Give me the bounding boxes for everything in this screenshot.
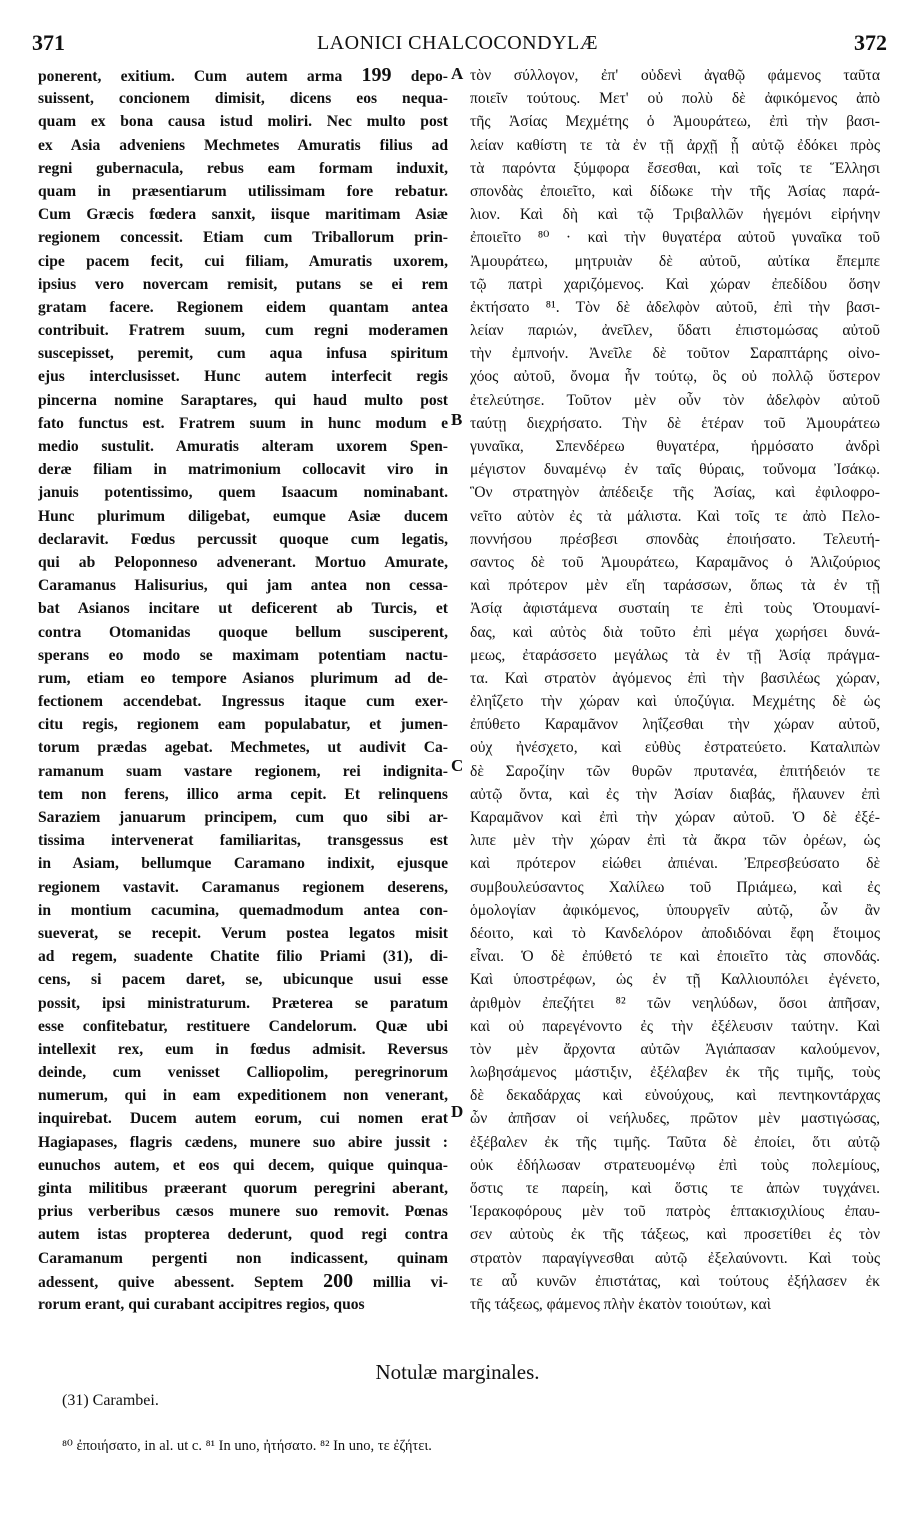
latin-text-line: bat Asianos incitare ut deficerent ab Turcis, et (38, 600, 448, 618)
latin-text-line: sueverat, se recepit. Verum postea legatos misit (38, 924, 448, 942)
latin-text-line: tissima intervenerat familiaritas, transgessus est (38, 832, 448, 850)
latin-text-line: inquirebat. Ducem autem eorum, cui nomen erat (38, 1110, 448, 1128)
latin-text-line: declaravit. Fœdus percussit quoque cum legatis, (38, 530, 448, 548)
latin-text-line: deræ filiam in matrimonium collocavit viro in (38, 461, 448, 479)
latin-text-line: suissent, concionem dimisit, dicens eos nequa- (38, 90, 448, 108)
greek-text-line: τὰ παρόντα ξύμφορα ἔσεσθαι, καὶ τοῖς τε Ἕλλησι (470, 159, 880, 177)
latin-text-line: cipe pacem fecit, cui filiam, Amuratis uxorem, (38, 252, 448, 270)
page-number-right: 372 (854, 30, 887, 55)
running-header (0, 30, 915, 60)
latin-text-line: quam ex bona causa istud moliri. Nec multo post (38, 113, 448, 131)
latin-text-line: possit, ipsi ministraturum. Præterea se paratum (38, 994, 448, 1012)
latin-text-line: suscepisset, peremit, cum aqua infusa spiritum (38, 345, 448, 363)
latin-text-line: tem non ferens, illico arma cepit. Et relinquens (38, 785, 448, 803)
greek-text-line: χόος αὐτοῦ, ὄνομα ἦν τούτῳ, ὃς οὐ πολλῷ ὕστερον (470, 368, 880, 386)
latin-text-line: Cum Græcis fœdera sanxit, iisque maritimam Asiæ (38, 206, 448, 224)
greek-text-line: ποιεῖν τούτους. Μετ' οὐ πολὺ δὲ ἀφικόμενος ἀπὸ (470, 90, 880, 108)
latin-text-line: cens, si pacem daret, se, ubicunque usui esse (38, 971, 448, 989)
latin-text-line: Caramanus Halisurius, qui jam antea non cessa- (38, 577, 448, 595)
latin-text-line: januis potentissimo, quem Isaacum nominabant. (38, 484, 448, 502)
latin-text-line: ramanum suam vastare regionem, rei indignita- (38, 762, 448, 780)
greek-text-line: ποννήσου πρέσβεσι σπονδὰς ἐποιήσατο. Τελευτή- (470, 530, 880, 548)
greek-text-line: αὐτῷ ὄντα, καὶ ἐς τὴν Ἀσίαν διαβάς, ἤλαυνεν ἐπὶ (470, 785, 880, 803)
marginal-number: 199 (361, 64, 392, 86)
greek-text-line: οὐκ ἐδήλωσαν στρατευομένῳ ἐπὶ τοὺς πολεμίους, (470, 1156, 880, 1174)
greek-text-line: εἶναι. Ὁ δὲ ἐπύθετό τε καὶ ἐποιεῖτο τὰς σπονδάς. (470, 948, 880, 966)
latin-text-line: rorum erant, qui curabant accipitres regios, quos (38, 1295, 365, 1313)
latin-text-line: fectionem accendebat. Ingressus itaque cum exer- (38, 693, 448, 711)
greek-text-line: τῆς τάξεως, φάμενος πλὴν ἑκατὸν τοιούτων, καὶ (470, 1295, 771, 1313)
latin-text-line: rum, etiam eo tempore Asianos plurimum ad de- (38, 669, 448, 687)
greek-text-line: ἐληΐζετο τὴν χώραν καὶ ὑποζύγια. Μεχμέτης δὲ ὡς (470, 693, 880, 711)
latin-text-line: regionem vastavit. Caramanus regionem deserens, (38, 878, 448, 896)
latin-text-line: ad regem, suadente Chatite filio Priami (31), di- (38, 948, 448, 966)
latin-text-line: numerum, qui in eam expeditionem non venerant, (38, 1087, 448, 1105)
margin-marker-a: A (451, 64, 464, 83)
greek-text-line: ὁμολογίαν ἀφικόμενος, ὑπουργεῖν αὐτῷ, ὧν ἂν (470, 901, 880, 919)
marginal-number: 200 (323, 1269, 354, 1292)
latin-text-line: adessent, quive abessent. Septem 200 millia vi- (38, 1269, 448, 1292)
latin-text-line: torum prædas agebat. Mechmetes, ut audivit Ca- (38, 739, 448, 757)
latin-text-line: gratam facere. Regionem eidem quantam antea (38, 298, 448, 316)
greek-text-line: σαντος δὲ τοῦ Ἀμουράτεω, Καραμᾶνος ὁ Ἀλιζούριος (470, 553, 880, 571)
latin-text-line: ginta militibus præerant quorum peregrini aberant, (38, 1180, 448, 1197)
greek-text-line: ἐκτήσατο ⁸¹. Τὸν δὲ ἀδελφὸν αὐτοῦ, ἐπὶ τὴν βασι- (470, 298, 880, 316)
greek-footnotes: ⁸⁰ ἐποιήσατο, in al. ut c. ⁸¹ In uno, ἠτήσατο. ⁸² In uno, τε ἐζήτει. (62, 1438, 432, 1454)
latin-text-line: quam in præsentiarum utilissimam fore rebatur. (38, 182, 448, 200)
greek-text-line: στρατὸν παραγίγνεσθαι αὐτῷ ἐξελαύνοντι. Καὶ τοὺς (470, 1249, 880, 1267)
notes-title: Notulæ marginales. (375, 1360, 540, 1384)
latin-column (38, 64, 448, 1316)
greek-text-line: μεως, ἐταράσσετο μεγάλως τὰ ἐν τῇ Ἀσίᾳ πράγμα- (470, 646, 880, 664)
latin-text-line: prius verberibus cæsos munere suo removit. Pœnas (38, 1203, 448, 1221)
greek-text-line: δέοιτο, καὶ τὸ Κανδελόρον ἀποδιδόναι ἔφη ἕτοιμος (470, 924, 880, 942)
latin-text-line: contribuit. Fratrem suum, cum regni moderamen (38, 322, 448, 340)
latin-text-line: Hagiapases, flagris cædens, munere suo abire jussit : (38, 1133, 448, 1151)
greek-text-line: τῆς Ἀσίας Μεχμέτης ὁ Ἀμουράτεω, ἐπὶ τὴν βασι- (470, 113, 880, 131)
greek-text-line: καὶ πρότερον εἰώθει ἀπιέναι. Ἐπρεσβεύσατο δὲ (470, 855, 880, 873)
latin-text-line: regionem concessit. Etiam cum Triballorum prin- (38, 229, 448, 247)
greek-text-line: νεῖτο αὐτὸν ἐς τὰ μάλιστα. Καὶ τοῖς τε ἀπὸ Πελο- (470, 507, 880, 525)
greek-text-line: σπονδὰς ἐποιεῖτο, καὶ δίδωκε τὴν τῆς Ἀσίας παρά- (470, 182, 880, 200)
latin-text-line: regni gubernacula, rebus eam formam induxit, (38, 159, 448, 177)
latin-text-line: Caramanum pergenti non indicassent, quinam (38, 1249, 448, 1267)
greek-text-line: δας, καὶ αὐτὸς διὰ τοῦτο ἐπὶ μέγα χωρήσει δυνά- (470, 623, 880, 641)
greek-column (470, 64, 880, 1316)
greek-text-line: Ἱερακοφόρους μὲν τοῦ πατρὸς ἑπτακισχιλίους ἐπαυ- (470, 1203, 880, 1221)
latin-text-line: ipsius vero novercam remisit, putans se ei rem (38, 275, 448, 293)
greek-text-line: Ἀμουράτεω, μητρυιὰν δὲ αὐτοῦ, αὐτίκα ἔπεμπε (470, 252, 880, 270)
greek-text-line: γυναῖκα, Σπενδέρεω θυγατέρα, ἡρμόσατο ἀνδρὶ (470, 438, 880, 455)
latin-text-line: citu regis, regionem eam populabatur, et jumen- (38, 716, 448, 734)
latin-text-line: in montium cacumina, quemadmodum antea con- (38, 901, 448, 919)
margin-marker-b: B (451, 410, 463, 429)
greek-text-line: λείαν καθίστη τε τὰ ἐν τῇ ἀρχῇ ᾗ αὐτῷ ἐδόκει πρὸς (470, 136, 880, 154)
latin-text-line: ex Asia adveniens Mechmetes Amuratis filius ad (38, 136, 448, 154)
margin-marker-c: C (451, 756, 464, 775)
margin-marker-d: D (451, 1102, 464, 1121)
greek-text-line: σεν αὐτοὺς ἐκ τῆς τάξεως, καὶ προσετίθει ἐς τὸν (470, 1226, 880, 1244)
greek-text-line: ὧν ἀπῆσαν οἱ νεήλυδες, πρῶτον μὲν μαστιγώσας, (470, 1110, 880, 1128)
greek-text-line: ὅστις τε παρείη, καὶ ὅστις τε ἀπὼν τυγχάνει. (470, 1180, 880, 1197)
latin-text-line: pincerna nomine Saraptares, qui haud multo post (38, 391, 448, 409)
running-title: LAONICI CHALCOCONDYLÆ (316, 32, 599, 54)
latin-text-line: esse confitebatur, restituere Candelorum. Quæ ubi (38, 1017, 448, 1035)
greek-text-line: δὲ δεκαδάρχας καὶ εὐνούχους, καὶ πεντηκοντάρχας (470, 1087, 880, 1105)
latin-text-line: intellexit rex, eum in fœdus admisit. Reversus (38, 1040, 448, 1058)
greek-text-line: καὶ οὐ παρεγένοντο ἐς τὴν ἐξέλευσιν ταύτην. Καὶ (470, 1017, 880, 1035)
greek-text-line: Ἀσίᾳ ἀφιστάμενα συσταίη τε ἐπὶ τοὺς Ὀτουμανί- (470, 600, 880, 618)
latin-text-line: autem istas propterea dederunt, quod regi contra (38, 1226, 448, 1244)
latin-text-line: Saraziem januarum principem, cum quo sibi ar- (38, 809, 448, 826)
greek-text-line: δὲ Σαροζίην τῶν θυρῶν πρυτανέα, ἐπιτήδειόν τε (470, 762, 880, 780)
latin-text-line: ponerent, exitium. Cum autem arma 199 depo- (38, 64, 448, 86)
latin-text-line: eunuchos autem, et eos qui decem, quique quinqua- (38, 1156, 448, 1174)
greek-text-line: τὴν ἐμπνοήν. Ἀνεῖλε δὲ τοῦτον Σαραπτάρης οἰνο- (470, 345, 880, 363)
greek-text-line: λείαν παριών, ἀνεῖλεν, ὕδατι ἐπιστομώσας αὐτοῦ (470, 322, 880, 340)
latin-text-line: contra Otomanidas quoque bellum susciperent, (38, 623, 448, 641)
latin-text-line: qui ab Peloponneso advenerant. Mortuo Amurate, (38, 553, 448, 571)
latin-text-line: ejus interclusisset. Hunc autem interfecit regis (38, 368, 448, 386)
greek-text-line: ἐξέβαλεν ἐκ τῆς τιμῆς. Ταῦτα δὲ ἐποίει, ὅτι αὐτῷ (470, 1133, 880, 1151)
greek-text-line: καὶ πρότερον μὲν εἴη ταράσσων, ὅπως τὰ ἐν τῇ (470, 577, 880, 595)
latin-text-line: Hunc plurimum diligebat, eumque Asiæ ducem (38, 507, 448, 525)
latin-text-line: fato functus est. Fratrem suum in hunc modum e (38, 414, 448, 432)
greek-text-line: ἐπύθετο Καραμᾶνον ληΐζεσθαι τὴν χώραν αὐτοῦ, (470, 716, 880, 734)
greek-text-line: ἀριθμὸν ἐπεζήτει ⁸² τῶν νεηλύδων, ὅσοι ἀπῆσαν, (470, 994, 880, 1012)
greek-text-line: ἐτελεύτησε. Τοῦτον μὲν οὖν τὸν ἀδελφὸν αὐτοῦ (470, 391, 880, 409)
greek-text-line: Καραμᾶνον καὶ ἐπὶ τὴν χώραν αὐτοῦ. Ὁ δὲ ἐξέ- (470, 809, 880, 826)
latin-text-line: in Asiam, bellumque Caramano indixit, ejusque (38, 855, 448, 873)
greek-text-line: ταύτῃ διεχρήσατο. Τὴν δὲ ἑτέραν τοῦ Ἀμουράτεω (470, 414, 880, 432)
greek-text-line: ἐποιεῖτο ⁸⁰ · καὶ τὴν θυγατέρα αὐτοῦ γυναῖκα τοῦ (470, 229, 880, 247)
latin-text-line: medio sustulit. Amuratis alteram uxorem Spen- (38, 438, 448, 455)
latin-text-line: sperans eo modo se maximam potentiam nactu- (38, 646, 448, 664)
greek-text-line: λιον. Καὶ δὴ καὶ τῷ Τριβαλλῶν ἡγεμόνι εἰρήνην (470, 206, 880, 224)
greek-text-line: λιπε μὲν τὴν χώραν ἐπὶ τὰ ἄκρα τῶν ὀρέων, ὡς (470, 832, 880, 850)
latin-text-line: deinde, cum venisset Calliopolim, peregrinorum (38, 1064, 448, 1082)
greek-text-line: τὸν μὲν ἄρχοντα αὐτῶν Ἀγιάπασαν καλούμενον, (470, 1040, 880, 1058)
greek-text-line: τῷ πατρὶ χαριζόμενος. Καὶ χώραν ἐπεδίδου ὅσην (470, 275, 880, 293)
greek-text-line: συμβουλεύσαντος Χαλίλεω τοῦ Πριάμεω, καὶ ἐς (470, 878, 880, 896)
greek-text-line: οὐχ ἠνέσχετο, καὶ εὐθὺς ἐστρατεύετο. Καταλιπὼν (470, 739, 880, 757)
greek-text-line: τε αὖ κυνῶν ἐπιστάτας, καὶ τούτους ἐξήλασεν ἐκ (470, 1272, 880, 1290)
page-number-left: 371 (32, 30, 65, 55)
greek-text-line: Καὶ ὑποστρέφων, ὡς ἐν τῇ Καλλιουπόλει ἐγένετο, (470, 971, 880, 989)
greek-text-line: τα. Καὶ στρατὸν ἀγόμενος ἐπὶ τὴν βασιλέως χώραν, (470, 669, 880, 687)
greek-text-line: Ὃν στρατηγὸν ἀπέδειξε τῆς Ἀσίας, καὶ ἐφιλοφρο- (470, 484, 880, 502)
greek-text-line: λωβησάμενος μάστιξιν, ἐξέλαβεν ἐκ τῆς τιμῆς, τοὺς (470, 1064, 880, 1082)
greek-text-line: μέγιστον δυναμένῳ ἐν ταῖς θύραις, τοὔνομα Ἰσάκῳ. (470, 461, 880, 479)
latin-footnote: (31) Carambei. (62, 1392, 159, 1409)
greek-text-line: τὸν σύλλογον, ἐπ' οὐδενὶ ἀγαθῷ φάμενος ταῦτα (470, 67, 880, 84)
